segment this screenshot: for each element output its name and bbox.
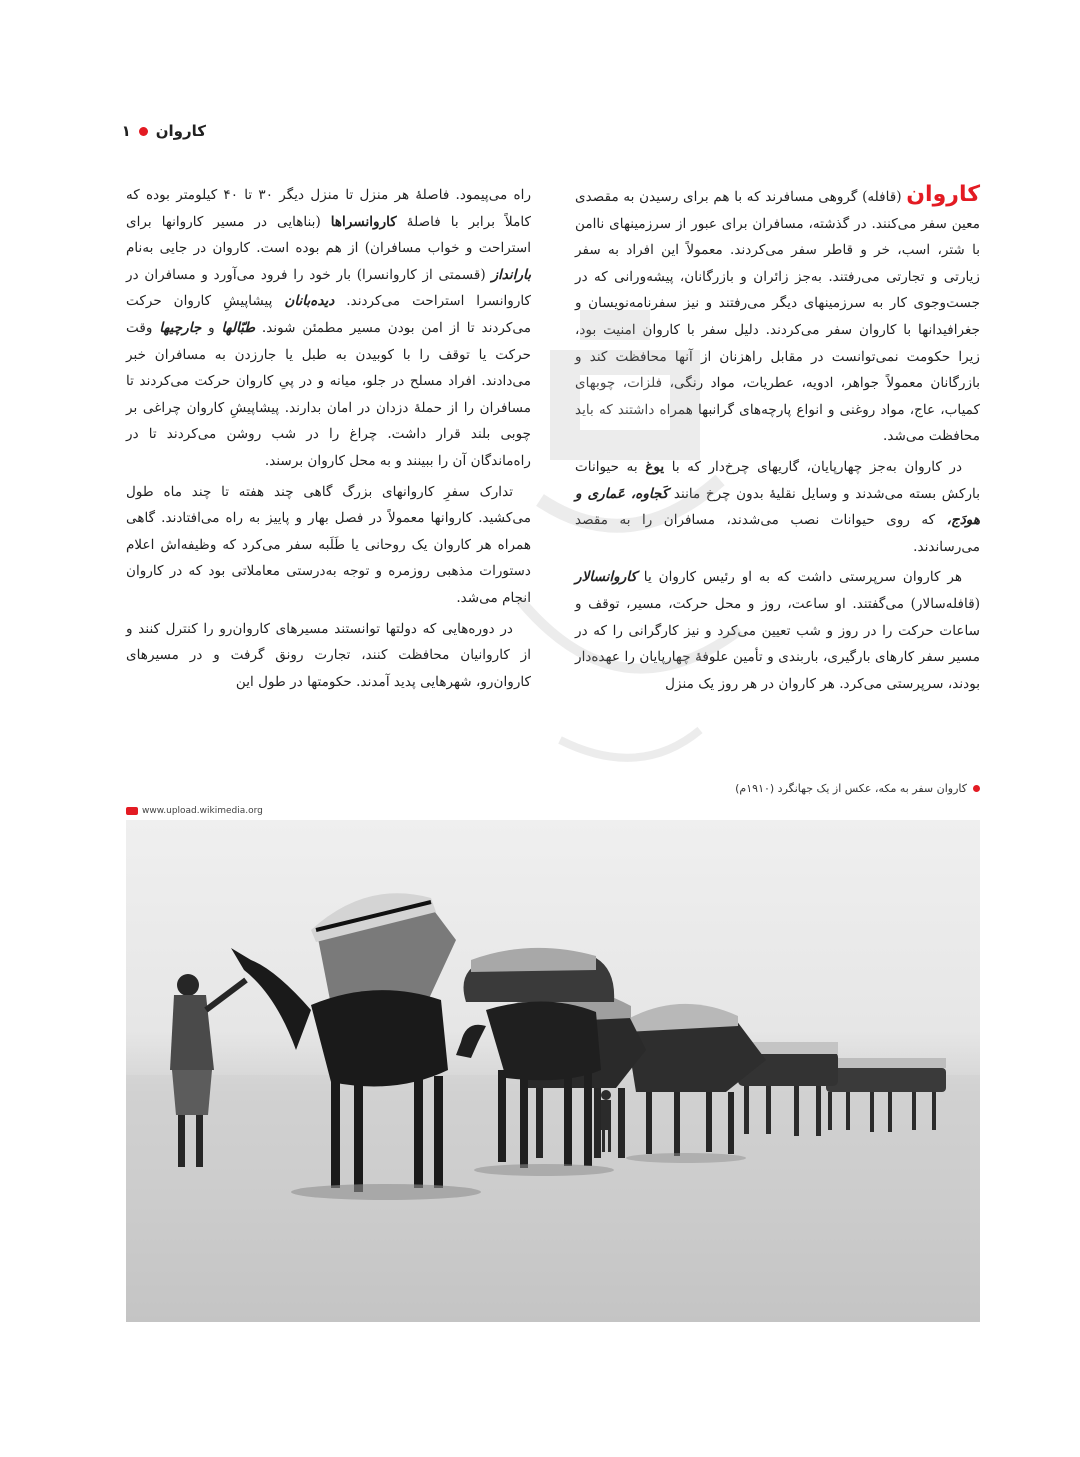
photo-credit [126,806,263,816]
page-title: کاروان [155,122,206,140]
accent-dot-icon [139,127,148,136]
text-run: که روی حیوانات نصب می‌شدند، مسافران را به مقصد می‌رساندند. [575,512,980,555]
paragraph-vehicles [575,454,980,560]
caption-text: کاروان سفر به مکه، عکس از یک جهانگرد (۱۹۱۰م) [735,782,967,795]
credit-text: www.upload.wikimedia.org [142,806,263,816]
term-bold: جارچیها [159,319,202,336]
left-column [126,182,531,699]
source-logo-icon [126,807,138,815]
term-bold: کاروانسالار [575,569,637,586]
term-bold: کاروانسراها [330,213,397,230]
paragraph-stations [126,182,531,475]
term-bold: طبّالها [221,319,256,336]
text-run: به حیوانات بارکش بسته می‌شدند و وسایل نقلیهٔ بدون چرخ مانند [575,458,980,502]
text-run: در کاروان به‌جز چهارپایان، گاریهای چرخ‌دار که با [671,458,963,475]
paragraph-trade: در دوره‌هایی که دولتها توانستند مسیرهای کاروان‌رو را کنترل کنند و از کاروانیان محافظت کنند، تجارت رونق گرفت و در مسیرهای کاروان‌رو، شهرهایی پدید آمدند. حکومتها در طول این [126,620,531,690]
text-run: هر کاروان سرپرستی داشت که به او رئیس کاروان یا [643,569,962,586]
term-bold: دیده‌بانان [284,293,335,310]
text-run: (قسمتی از کاروانسرا) بار خود را فرود می‌آورد و مسافران در کاروانسرا استراحت می‌کردند. [126,266,531,310]
text-run: راه می‌پیمود. فاصلهٔ هر منزل تا منزل دیگر ۳۰ تا ۴۰ کیلومتر بوده که کاملاً برابر با فاصلهٔ [126,187,532,230]
text-run: و [208,319,215,336]
caption-bullet-icon [973,785,980,792]
intro-text: (قافله) گروهی مسافرند که با هم برای رسیدن به مقصدی معین سفر می‌کنند. در گذشته، مسافران برای عبور از سرزمینهای ناامن با شتر، اسب، خر و قاطر سفر می‌کردند. معمولاً این افراد به سفر زیارتی و تجارتی می‌رفتند. به‌جز زائران و بازرگانان، پیشه‌ورانی که در جست‌وجوی کار به سرزمینهای دیگر می‌رفتند و نیز سفرنامه‌نویسان و جغرافیدانها با کاروان سفر می‌کردند. دلیل سفر با کاروان امنیت بود، زیرا حکومت نمی‌توانست در مقابل راهزنان از آنها محافظت کند و بازرگانان معمولاً جواهر، ادویه، عطریات، مواد رنگی، فلزات، چوبهای کمیاب، عاج، مواد روغنی و انواع پارچه‌های گرانبها همراه داشتند که باید محافظت می‌شد. [575,189,980,445]
right-column [575,182,980,701]
text-run: پیشاپیشِ کاروان حرکت می‌کردند تا از امن بودن مسیر مطمئن شوند. [126,293,532,336]
caravan-illustration [126,820,980,1322]
running-head [116,122,206,140]
paragraph-intro [575,182,980,450]
paragraph-preparation: تدارک سفرِ کاروانهای بزرگ گاهی چند هفته تا چند ماه طول می‌کشید. کاروانها معمولاً در فصل بهار و پاییز به راه می‌افتادند. گاهی همراه هر کاروان یک روحانی یا طَلَبه سفر می‌کرد که وظیفه‌اش اعلام دستورات مذهبی روزمره و توجه به‌درستی معاملاتی بود که در کاروان انجام می‌شد. [126,483,531,606]
page-number: ۱ [121,122,131,140]
figure-caption [575,782,980,795]
term-bold: یوغ [645,458,665,475]
paragraph-leader [575,564,980,697]
caravan-photo [126,820,980,1322]
text-run: وقت حرکت یا توقف را با کوبیدن به طبل یا جارزدن به مسافران خبر می‌دادند. افراد مسلح در جلو، میانه و در پیِ کاروان حرکت می‌کردند تا مسافران را از حملهٔ دزدان در امان بدارند. پیشاپیشِ کاروان چراغی بر چوبی بلند قرار داشت. چراغ را در شب روشن می‌کردند تا در راه‌ماندگان آن را ببینند و به محل کاروان برسند. [126,319,531,469]
text-run: (قافله‌سالار) می‌گفتند. او ساعت، روز و محل حرکت، مسیر، توقف و ساعات حرکت را در روز و شب تعیین می‌کرد و نیز کارگرانی را که در مسیر سفر کارهای بارگیری، باربندی و تأمین علوفهٔ چهارپایان را عهده‌دار بودند، سرپرستی می‌کرد. هر کاروان در هر روز یک منزل [575,595,980,692]
term-bold: بار‌انداز [491,266,531,283]
text-run: (بناهایی در مسیر کاروانها برای استراحت و خواب مسافران) از هم بوده است. کاروان در جایی به‌نام [126,213,531,257]
term-bold: کَجاوه، عَماری و هودَج، [575,485,980,529]
entry-headword: کاروان [906,182,980,207]
